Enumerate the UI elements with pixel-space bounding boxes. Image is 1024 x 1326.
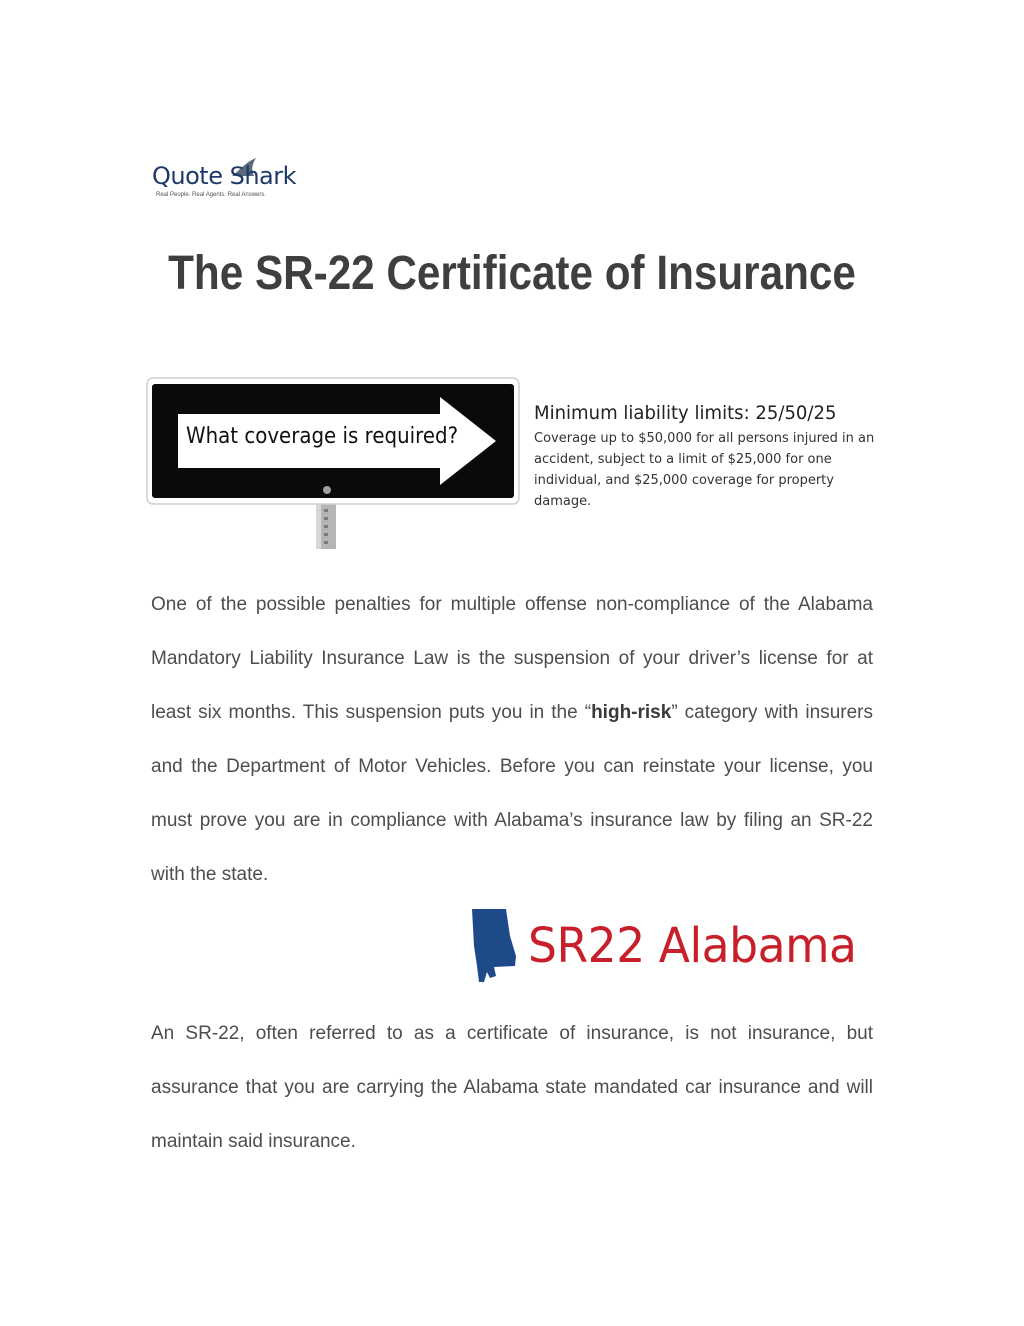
paragraph-text: One of the possible penalties for multiple offense non-compliance of the Alabama Mandatory Liability Insurance Law is the suspension of your driver’s license for at least six months. This suspension puts you in the “: [151, 594, 873, 723]
paragraph-sr22-definition: An SR-22, often referred to as a certificate of insurance, is not insurance, but assurance that you are carrying the Alabama state mandated car insurance and will maintain said insurance.: [151, 1023, 873, 1152]
alabama-map-icon: [466, 906, 522, 986]
logo-brand: Quote Shark: [152, 162, 297, 190]
limits-description: Coverage up to $50,000 for all persons injured in an accident, subject to a limit of $25,000 for one individual, and $25,000 coverage for property damage.: [534, 431, 875, 509]
sign-text: What coverage is required?: [186, 424, 459, 449]
page-title: The SR-22 Certificate of Insurance: [168, 247, 856, 300]
logo-tagline: Real People. Real Agents. Real Answers.: [156, 192, 267, 198]
paragraph-text: ” category with insurers and the Department of Motor Vehicles. Before you can reinstate your license, you must prove you are in compliance with Alabama’s insurance law by filing an SR-22 with the state.: [151, 702, 874, 885]
quote-shark-logo: [150, 156, 320, 204]
sr22-alabama-text: SR22 Alabama: [528, 918, 857, 974]
coverage-sign-image: [146, 377, 522, 553]
paragraph-penalties: [151, 578, 873, 902]
limits-title: Minimum liability limits: 25/50/25: [534, 402, 837, 424]
high-risk-emphasis: high-risk: [591, 702, 672, 723]
liability-limits: [534, 402, 884, 512]
sr22-alabama-banner: [466, 906, 876, 986]
